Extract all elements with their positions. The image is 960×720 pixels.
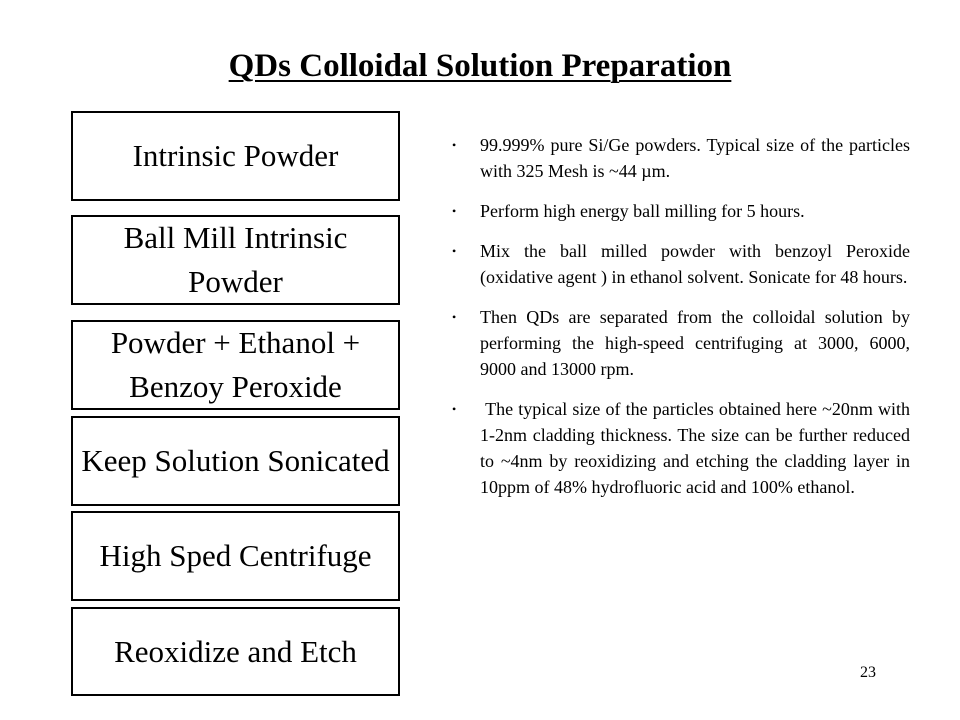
step-box-ball-mill xyxy=(71,215,400,305)
step-box-intrinsic-powder xyxy=(71,111,400,201)
bullet-icon: • xyxy=(452,204,457,218)
bullet-icon: • xyxy=(452,244,457,258)
step-box-centrifuge xyxy=(71,511,400,601)
bullet-text: Mix the ball milled powder with benzoyl Peroxide (oxidative agent ) in ethanol solvent. Sonicate for 48 hours. xyxy=(480,241,910,287)
bullet-text: The typical size of the particles obtained here ~20nm with 1-2nm cladding thickness. The size can be further reduced to ~4nm by reoxidizing and etching the cladding layer in 10ppm of 48% hydrofluoric acid and 100% ethanol. xyxy=(480,399,915,497)
step-label: Powder + Ethanol + Benzoy Peroxide xyxy=(110,325,361,404)
bullet-icon: • xyxy=(452,138,457,152)
list-item xyxy=(452,396,915,500)
step-label: Intrinsic Powder xyxy=(132,138,339,173)
step-label: Reoxidize and Etch xyxy=(114,633,357,669)
step-box-reoxidize-etch xyxy=(71,607,400,696)
bullet-text: Perform high energy ball milling for 5 hours. xyxy=(480,201,805,221)
slide-title: QDs Colloidal Solution Preparation xyxy=(228,48,732,84)
step-box-keep-sonicated xyxy=(71,416,400,506)
bullet-list xyxy=(452,132,915,514)
step-label: High Sped Centrifuge xyxy=(99,538,372,573)
bullet-icon: • xyxy=(452,402,457,416)
page-number: 23 xyxy=(860,664,876,681)
step-label: Ball Mill Intrinsic Powder xyxy=(123,220,348,299)
step-label: Keep Solution Sonicated xyxy=(81,443,390,478)
list-item xyxy=(452,304,910,382)
list-item xyxy=(452,132,910,184)
bullet-text: Then QDs are separated from the colloidal solution by performing the high-speed centrifuging at 3000, 6000, 9000 and 13000 rpm. xyxy=(480,307,910,379)
step-box-powder-ethanol xyxy=(71,320,400,410)
list-item xyxy=(452,238,910,290)
bullet-text: 99.999% pure Si/Ge powders. Typical size of the particles with 325 Mesh is ~44 µm. xyxy=(480,135,910,181)
bullet-icon: • xyxy=(452,310,457,324)
list-item xyxy=(452,198,910,224)
